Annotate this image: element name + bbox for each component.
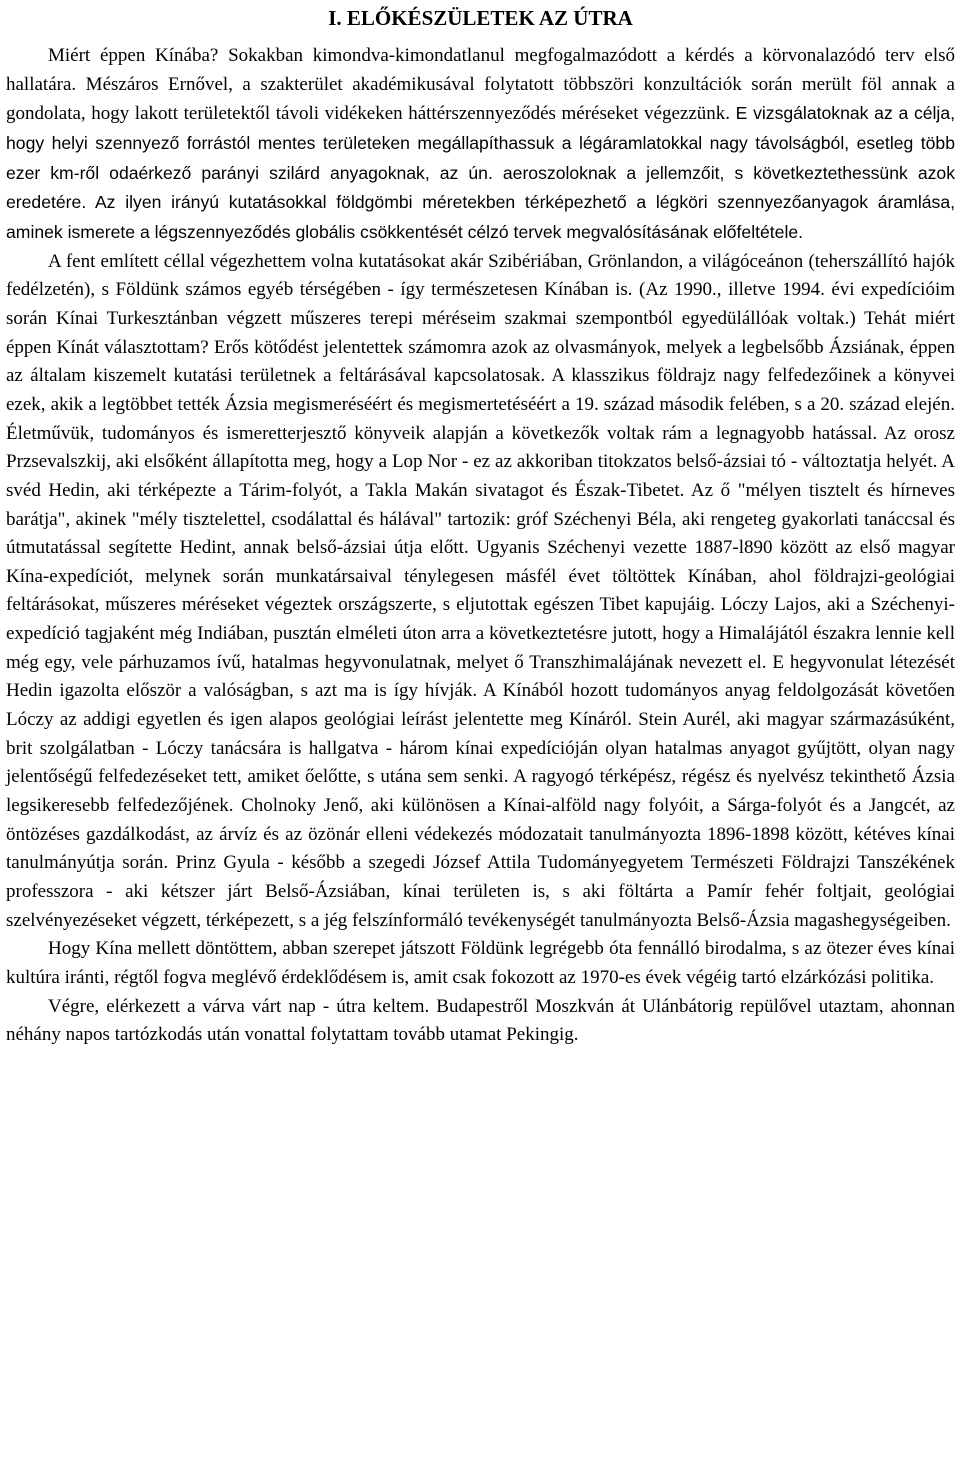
paragraph-4: [6, 993, 955, 1050]
paragraph-1-sans-passage: E vizsgálatoknak az a célja, hogy helyi szennyező forrástól mentes területeken megállapíthassuk a légáramlatokkal nagy távolságból, esetleg több ezer km-ről odaérkező parányi szilárd anyagoknak, az ún. aeroszoloknak a jellemzőit, s következtethessünk azok eredetére. Az ilyen irányú kutatásokkal földgömbi méretekben térképezhető a légköri szennyezőanyagok áramlása, aminek ismerete a légszennyeződés globális csökkentését célzó tervek megvalósításának előfeltétele.: [6, 103, 956, 242]
paragraph-2: [6, 248, 955, 936]
chapter-title: I. ELŐKÉSZÜLETEK AZ ÚTRA: [328, 6, 633, 30]
paragraph-3-text: Hogy Kína mellett döntöttem, abban szerepet játszott Földünk legrégebb óta fennálló birodalma, s az ötezer éves kínai kultúra iránti, régtől fogva meglévő érdeklődésem is, amit csak fokozott az 1970-es évek végéig tartó elzárkózási politika.: [6, 938, 955, 988]
paragraph-3: [6, 935, 955, 992]
paragraph-1-intro: Miért éppen Kínába? Sokakban kimondva-kimondatlanul megfogalmazódott a kérdés a körvonalazódó terv első hallatára. Mészáros Ernővel, a szakterület akadémikusával folytatott többszöri konzultációk során merült föl annak a gondolata, hogy lakott területektől távoli vidékeken háttérszennyeződés méréseket végezzünk.: [6, 45, 955, 125]
paragraph-2-text: A fent említett céllal végezhettem volna kutatásokat akár Szibériában, Grönlandon, a világóceánon (teherszállító hajók fedélzetén), s Földünk számos egyéb térségében - így természetesen Kínában is. (Az 1990., illetve 1994. évi expedícióim során Kínai Turkesztánban végzett műszeres terepi méréseim szakmai szempontból egyedülállóak voltak.) Tehát miért éppen Kínát választottam? Erős kötődést jelentettek számomra azok az olvasmányok, melyek a legbelsőbb Ázsiának, éppen az általam kiszemelt kutatási területnek a feltárásával kapcsolatosak. A klasszikus földrajz nagy felfedezőinek a könyvei ezek, akik a legtöbbet tették Ázsia megismeréséért és megismertetéséért a 19. század második felében, s a 20. század elején. Életművük, tudományos és ismeretterjesztő könyveik alapján a következők voltak rám a legnagyobb hatással. Az orosz Przsevalszkij, aki elsőként állapította meg, hogy a Lop Nor - ez az akkoriban titokzatos belső-ázsiai tó - változtatja helyét. A svéd Hedin, aki térképezte a Tárim-folyót, a Takla Makán sivatagot és Észak-Tibetet. Az ő "mélyen tisztelt és hírneves barátja", akinek "mély tisztelettel, csodálattal és hálával" tartozik: gróf Széchenyi Béla, aki rengeteg gyakorlati tanáccsal és útmutatással segítette Hedint, annak belső-ázsiai útja előtt. Ugyanis Széchenyi vezette 1887-l890 között az első magyar Kína-expedíciót, melynek során munkatársaival ténylegesen másfél évet töltöttek Kínában, ahol földrajzi-geológiai feltárásokat, műszeres méréseket végeztek országszerte, s eljutottak egészen Tibet kapujáig. Lóczy Lajos, aki a Széchenyi-expedíció tagjaként még Indiában, pusztán elméleti úton arra a következtetésre jutott, hogy a Himalájától északra lennie kell még egy, vele párhuzamos ívű, hatalmas hegyvonulatnak, melyet ő Transzhimalájának nevezett el. E hegyvonulat létezését Hedin igazolta először a valóságban, s azt ma is így hívják. A Kínából hozott tudományos anyag feldolgozását követően Lóczy az addigi egyetlen és igen alapos geológiai leírást jelentette meg Kínáról. Stein Aurél, aki magyar származásúként, brit szolgálatban - Lóczy tanácsára is hallgatva - három kínai expedícióján olyan hatalmas anyagot gyűjtött, olyan nagy jelentőségű felfedezéseket tett, amiket őelőtte, s utána sem senki. A ragyogó térképész, régész és nyelvész tekinthető Ázsia legsikeresebb felfedezőjének. Cholnoky Jenő, aki különösen a Kínai-alföld nagy folyóit, a Sárga-folyót és a Jangcét, az öntözéses gazdálkodást, az árvíz és az özönár elleni védekezés módozatait tanulmányozta 1896-1898 között, kétéves kínai tanulmányútja során. Prinz Gyula - később a szegedi József Attila Tudományegyetem Természeti Földrajzi Tanszékének professzora - aki kétszer járt Belső-Ázsiában, kínai területen is, s aki föltárta a Pamír fehér foltjait, geológiai szelvényezéseket végzett, térképezett, s a jég felszínformáló tevékenységét tanulmányozta Belső-Ázsia magashegységeiben.: [6, 250, 955, 931]
paragraph-4-text: Végre, elérkezett a várva várt nap - útra keltem. Budapestről Moszkván át Ulánbátorig repülővel utaztam, ahonnan néhány napos tartózkodás után vonattal folytattam tovább utamat Pekingig.: [6, 995, 955, 1046]
paragraph-1: [6, 42, 955, 248]
